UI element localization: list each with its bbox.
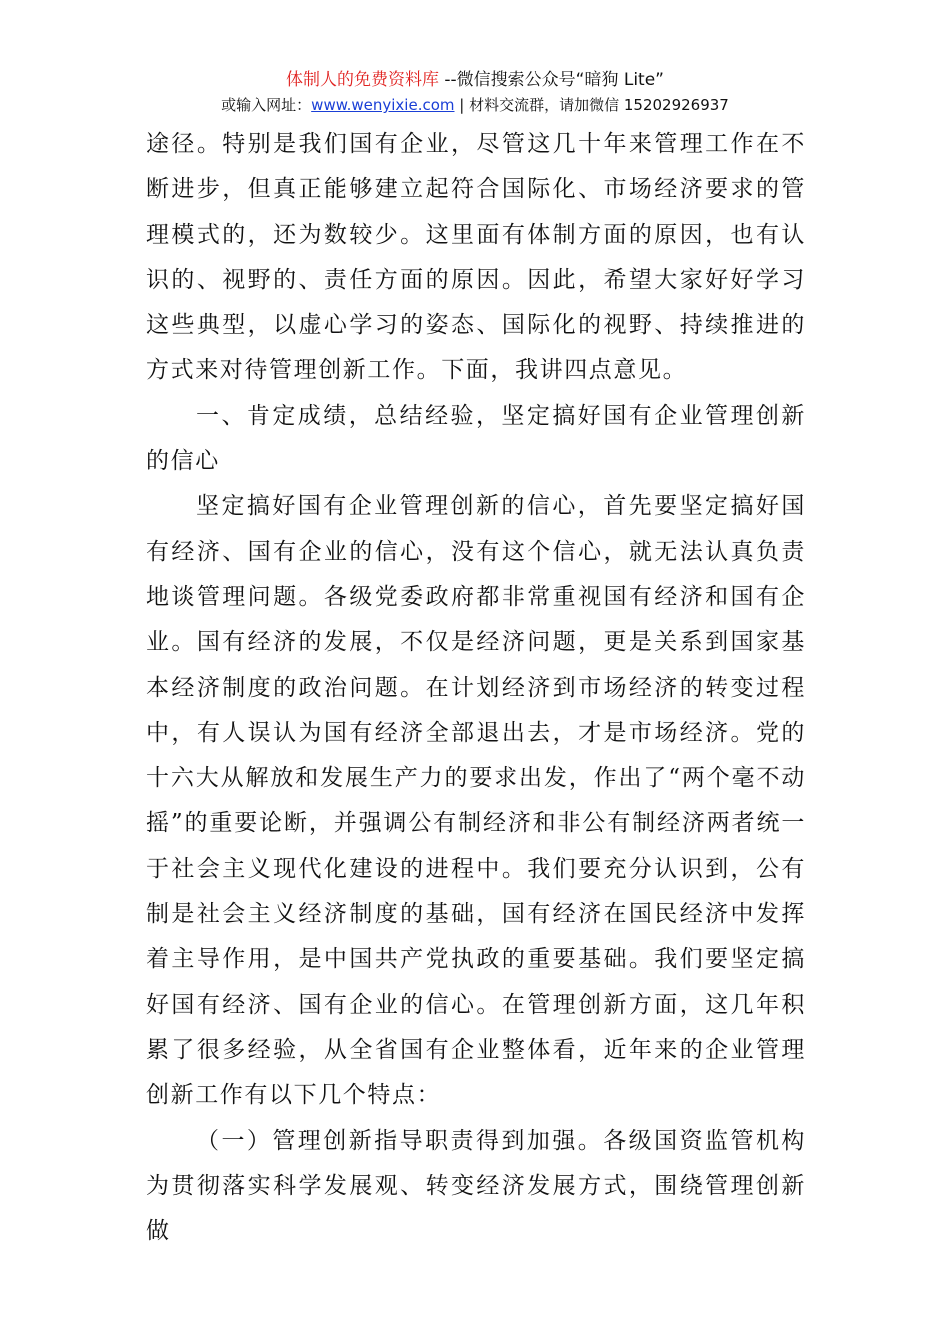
paragraph-intro: 途径。特别是我们国有企业，尽管这几十年来管理工作在不断进步，但真正能够建立起符合国际化、市场经济要求的管理模式的，还为数较少。这里面有体制方面的原因，也有认识的、视野的、责任方面的原因。因此，希望大家好好学习这些典型，以虚心学习的姿态、国际化的视野、持续推进的方式来对待管理创新工作。下面，我讲四点意见。: [146, 131, 806, 384]
brand-name[interactable]: 体制人的免费资料库: [285, 70, 439, 90]
website-link[interactable]: www.wenyixie.com: [311, 96, 455, 114]
header-title-line: [0, 68, 950, 92]
paragraph-confidence: 坚定搞好国有企业管理创新的信心，首先要坚定搞好国有经济、国有企业的信心，没有这个信心，就无法认真负责地谈管理问题。各级党委政府都非常重视国有经济和国有企业。国有经济的发展，不仅是经济问题，更是关系到国家基本经济制度的政治问题。在计划经济到市场经济的转变过程中，有人误认为国有经济全部退出去，才是市场经济。党的十六大从解放和发展生产力的要求出发，作出了“两个毫不动摇”的重要论断，并强调公有制经济和非公有制经济两者统一于社会主义现代化建设的进程中。我们要充分认识到，公有制是社会主义经济制度的基础，国有经济在国民经济中发挥着主导作用，是中国共产党执政的重要基础。我们要坚定搞好国有经济、国有企业的信心。在管理创新方面，这几年积累了很多经验，从全省国有企业整体看，近年来的企业管理创新工作有以下几个特点：: [146, 493, 806, 1109]
document-body: [146, 122, 806, 1254]
contact-info: | 材料交流群，请加微信 15202926937: [454, 96, 729, 114]
paragraph-subpoint-1: （一）管理创新指导职责得到加强。各级国资监管机构为贯彻落实科学发展观、转变经济发展方式，围绕管理创新做: [146, 1127, 806, 1245]
section-heading: 一、肯定成绩，总结经验，坚定搞好国有企业管理创新的信心: [146, 402, 806, 475]
header-contact-line: [0, 94, 950, 116]
url-prefix: 或输入网址：: [221, 96, 312, 114]
page-header: [0, 68, 950, 116]
wechat-tagline: --微信搜索公众号“暗狗 Lite”: [438, 70, 664, 90]
